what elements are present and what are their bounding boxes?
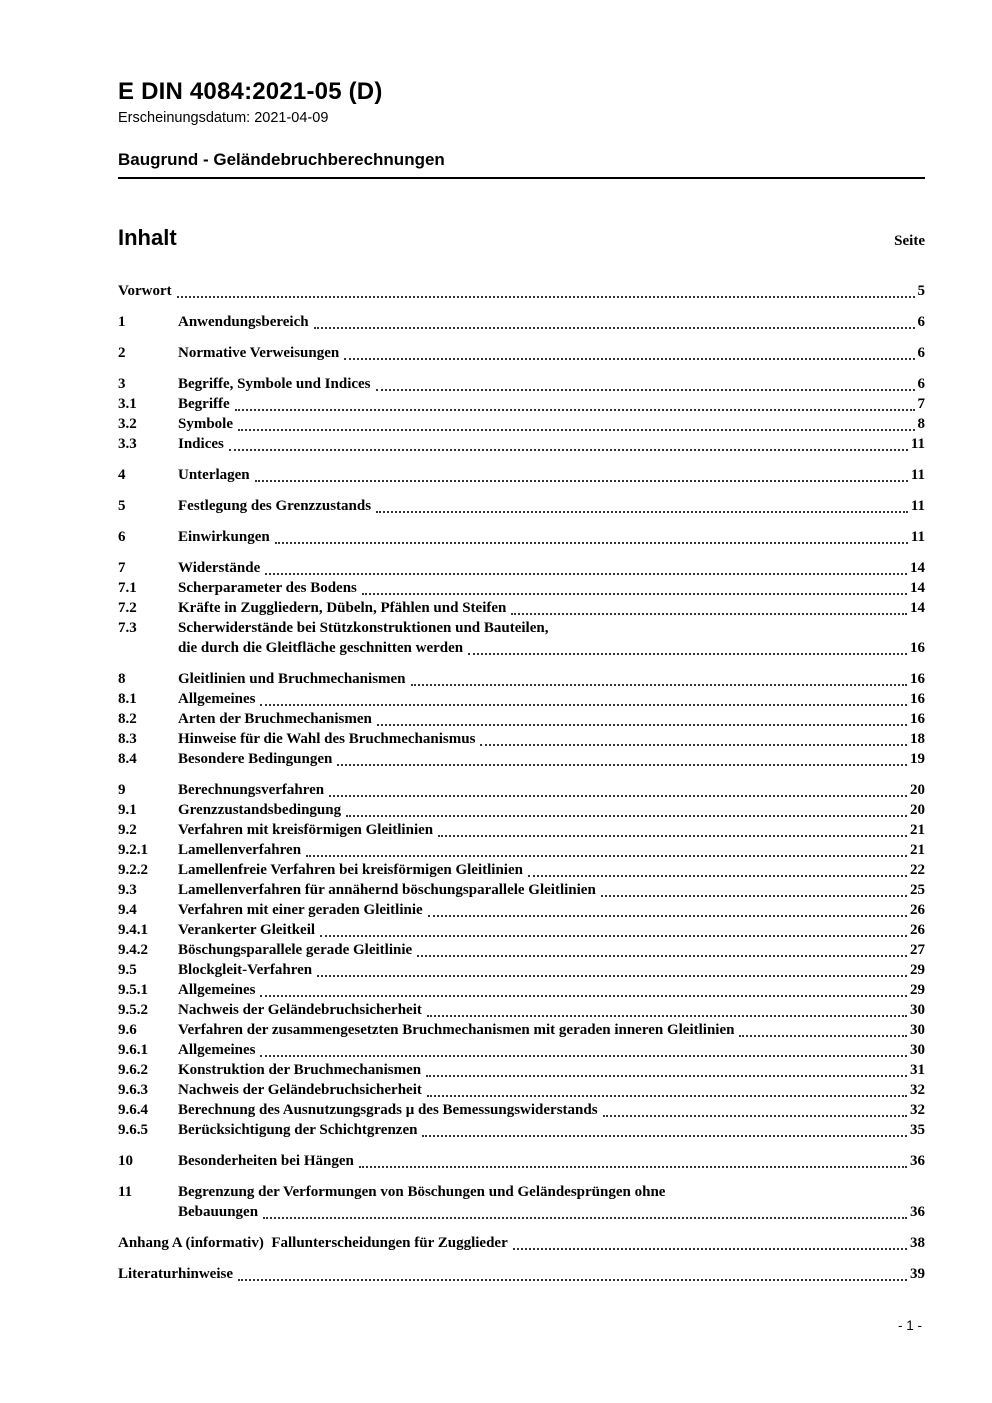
toc-row[interactable] bbox=[118, 980, 925, 1000]
toc-entry-number: 9.5 bbox=[118, 962, 137, 978]
dotted-leader bbox=[177, 296, 915, 298]
toc-entry-title: Lamellenfreie Verfahren bei kreisförmigen Gleitlinien bbox=[178, 862, 523, 878]
dotted-leader bbox=[337, 764, 907, 766]
toc-page-number: 38 bbox=[910, 1235, 925, 1251]
toc-entry-number: 9.4 bbox=[118, 902, 137, 918]
toc-entry-number: 4 bbox=[118, 467, 126, 483]
toc-page-number: 14 bbox=[910, 600, 925, 616]
toc-entry-number: 9.6.3 bbox=[118, 1082, 148, 1098]
toc-row[interactable] bbox=[118, 598, 925, 618]
toc-page-number: 11 bbox=[910, 467, 925, 483]
toc-entry-number: 9.3 bbox=[118, 882, 137, 898]
toc-page-number: 21 bbox=[910, 842, 925, 858]
toc-row[interactable] bbox=[118, 394, 925, 414]
toc-entry-title: Blockgleit-Verfahren bbox=[178, 962, 313, 978]
toc-entry-number: 9.1 bbox=[118, 802, 137, 818]
toc-entry-title: Scherwiderstände bei Stützkonstruktionen und Bauteilen, bbox=[178, 620, 549, 636]
toc-row[interactable] bbox=[118, 374, 925, 394]
toc-row[interactable] bbox=[118, 709, 925, 729]
toc-entry-title: Lamellenverfahren für annähernd böschungsparallele Gleitlinien bbox=[178, 882, 596, 898]
dotted-leader bbox=[376, 389, 915, 391]
toc-row[interactable] bbox=[118, 940, 925, 960]
toc-page-number: 29 bbox=[910, 962, 925, 978]
toc-page-number: 31 bbox=[910, 1062, 925, 1078]
toc-entry-title: Grenzzustandsbedingung bbox=[178, 802, 342, 818]
toc-row[interactable] bbox=[118, 920, 925, 940]
toc-entry-title: Nachweis der Geländebruchsicherheit bbox=[178, 1002, 422, 1018]
toc-page-number: 16 bbox=[910, 640, 925, 656]
toc-page-number: 27 bbox=[910, 942, 925, 958]
dotted-leader bbox=[428, 915, 907, 917]
toc-entry-title: Unterlagen bbox=[178, 467, 250, 483]
toc-row-continuation[interactable] bbox=[118, 1202, 925, 1222]
toc-row[interactable] bbox=[118, 1060, 925, 1080]
toc-row[interactable] bbox=[118, 578, 925, 598]
toc-row[interactable] bbox=[118, 900, 925, 920]
toc-entry-title: Anhang A (informativ) Fallunterscheidungen für Zugglieder bbox=[118, 1235, 508, 1251]
toc-entry-title: Symbole bbox=[178, 416, 234, 432]
toc-row[interactable] bbox=[118, 1264, 925, 1284]
toc-entry-number: 7.2 bbox=[118, 600, 137, 616]
dotted-leader bbox=[306, 855, 907, 857]
publication-date: Erscheinungsdatum: 2021-04-09 bbox=[118, 110, 329, 126]
toc-page-number: 7 bbox=[917, 396, 925, 412]
toc-entry-number: 7.3 bbox=[118, 620, 137, 636]
toc-entry-title: Anwendungsbereich bbox=[178, 314, 309, 330]
toc-entry-title: Scherparameter des Bodens bbox=[178, 580, 357, 596]
toc-row[interactable] bbox=[118, 527, 925, 547]
toc-page-number: 32 bbox=[910, 1102, 925, 1118]
toc-page-number: 19 bbox=[910, 751, 925, 767]
toc-entry-title: Berechnung des Ausnutzungsgrads μ des Bemessungswiderstands bbox=[178, 1102, 598, 1118]
dotted-leader bbox=[739, 1035, 907, 1037]
toc-entry-title: Begriffe bbox=[178, 396, 230, 412]
toc-row[interactable] bbox=[118, 496, 925, 516]
dotted-leader bbox=[320, 935, 907, 937]
toc-entry-number: 9.5.2 bbox=[118, 1002, 148, 1018]
dotted-leader bbox=[275, 542, 908, 544]
toc-entry-number: 8.1 bbox=[118, 691, 137, 707]
toc-entry-title: Kräfte in Zuggliedern, Dübeln, Pfählen und Steifen bbox=[178, 600, 507, 616]
toc-entry-title: Widerstände bbox=[178, 560, 261, 576]
toc-row[interactable] bbox=[118, 669, 925, 689]
toc-page-number: 20 bbox=[910, 802, 925, 818]
dotted-leader bbox=[417, 955, 907, 957]
toc-entry-title: Besondere Bedingungen bbox=[178, 751, 333, 767]
toc-page-number: 11 bbox=[910, 436, 925, 452]
toc-entry-number: 8 bbox=[118, 671, 126, 687]
toc-entry-title: Allgemeines bbox=[178, 691, 256, 707]
toc-row[interactable] bbox=[118, 343, 925, 363]
toc-row[interactable] bbox=[118, 729, 925, 749]
toc-page-number: 29 bbox=[910, 982, 925, 998]
toc-entry-title: die durch die Gleitfläche geschnitten werden bbox=[178, 640, 464, 656]
dotted-leader bbox=[603, 1115, 907, 1117]
toc-entry-title: Indices bbox=[178, 436, 224, 452]
toc-entry-title: Gleitlinien und Bruchmechanismen bbox=[178, 671, 406, 687]
toc-page-number: 6 bbox=[917, 314, 925, 330]
dotted-leader bbox=[260, 995, 907, 997]
toc-entry-title: Verfahren der zusammengesetzten Bruchmechanismen mit geraden inneren Gleitlinien bbox=[178, 1022, 735, 1038]
toc-page-number: 30 bbox=[910, 1022, 925, 1038]
toc-header bbox=[118, 225, 925, 251]
dotted-leader bbox=[376, 511, 908, 513]
toc-page-number: 11 bbox=[910, 529, 925, 545]
toc-entry-number: 9.6.4 bbox=[118, 1102, 148, 1118]
toc-entry-number: 9.2.1 bbox=[118, 842, 148, 858]
toc-entry-title: Berücksichtigung der Schichtgrenzen bbox=[178, 1122, 418, 1138]
toc-entry-title: Lamellenverfahren bbox=[178, 842, 302, 858]
toc-page-number: 16 bbox=[910, 691, 925, 707]
dotted-leader bbox=[238, 1279, 907, 1281]
dotted-leader bbox=[265, 573, 907, 575]
dotted-leader bbox=[427, 1015, 907, 1017]
toc-row-continuation[interactable] bbox=[118, 638, 925, 658]
toc-row[interactable] bbox=[118, 434, 925, 454]
toc-row[interactable] bbox=[118, 1151, 925, 1171]
dotted-leader bbox=[377, 724, 907, 726]
toc-row[interactable] bbox=[118, 465, 925, 485]
toc-entry-title: Verankerter Gleitkeil bbox=[178, 922, 316, 938]
toc-entry-number: 3.2 bbox=[118, 416, 137, 432]
dotted-leader bbox=[260, 1055, 907, 1057]
toc-entry-title: Allgemeines bbox=[178, 982, 256, 998]
toc-entry-number: 10 bbox=[118, 1153, 133, 1169]
toc-page-number: 39 bbox=[910, 1266, 925, 1282]
toc-entry-number: 9.6.1 bbox=[118, 1042, 148, 1058]
dotted-leader bbox=[314, 327, 915, 329]
toc-entry-number: 7 bbox=[118, 560, 126, 576]
toc-entry-number: 3.1 bbox=[118, 396, 137, 412]
toc-entry-number: 9.2 bbox=[118, 822, 137, 838]
dotted-leader bbox=[359, 1166, 907, 1168]
toc-row[interactable] bbox=[118, 1000, 925, 1020]
toc-page-number: 25 bbox=[910, 882, 925, 898]
toc-row[interactable] bbox=[118, 840, 925, 860]
toc-row[interactable] bbox=[118, 618, 925, 638]
toc-entry-title: Festlegung des Grenzzustands bbox=[178, 498, 372, 514]
toc-row[interactable] bbox=[118, 558, 925, 578]
toc-entry-number: 9 bbox=[118, 782, 126, 798]
toc-entry-number: 9.2.2 bbox=[118, 862, 148, 878]
toc-entry-number: 9.6.5 bbox=[118, 1122, 148, 1138]
toc-row[interactable] bbox=[118, 860, 925, 880]
toc-row[interactable] bbox=[118, 820, 925, 840]
dotted-leader bbox=[346, 815, 907, 817]
toc-row[interactable] bbox=[118, 281, 925, 301]
toc-entry-title: Hinweise für die Wahl des Bruchmechanismus bbox=[178, 731, 476, 747]
toc-row[interactable] bbox=[118, 689, 925, 709]
footer-page-number: - 1 - bbox=[897, 1318, 922, 1333]
toc-entry-number: 3.3 bbox=[118, 436, 137, 452]
toc-entry-title: Verfahren mit einer geraden Gleitlinie bbox=[178, 902, 423, 918]
dotted-leader bbox=[528, 875, 907, 877]
toc-entry-title: Normative Verweisungen bbox=[178, 345, 340, 361]
dotted-leader bbox=[362, 593, 907, 595]
toc-page-number: 6 bbox=[917, 376, 925, 392]
dotted-leader bbox=[422, 1135, 907, 1137]
toc-row[interactable] bbox=[118, 1120, 925, 1140]
dotted-leader bbox=[427, 1095, 907, 1097]
dotted-leader bbox=[480, 744, 907, 746]
toc-entry-title: Verfahren mit kreisförmigen Gleitlinien bbox=[178, 822, 434, 838]
toc-entry-title: Vorwort bbox=[118, 283, 172, 299]
toc-page-number: 18 bbox=[910, 731, 925, 747]
dotted-leader bbox=[317, 975, 907, 977]
toc-page-number: 6 bbox=[917, 345, 925, 361]
toc-row[interactable] bbox=[118, 414, 925, 434]
toc-row[interactable] bbox=[118, 1080, 925, 1100]
document-title: E DIN 4084:2021-05 (D) bbox=[118, 78, 383, 105]
toc-entry-title: Allgemeines bbox=[178, 1042, 256, 1058]
toc-row[interactable] bbox=[118, 749, 925, 769]
dotted-leader bbox=[438, 835, 907, 837]
toc-page-number: 16 bbox=[910, 671, 925, 687]
dotted-leader bbox=[468, 653, 907, 655]
toc-page-number: 14 bbox=[910, 580, 925, 596]
toc-page-number: 36 bbox=[910, 1204, 925, 1220]
toc-page-number: 30 bbox=[910, 1042, 925, 1058]
toc-page-number: 8 bbox=[917, 416, 925, 432]
toc-page-number: 36 bbox=[910, 1153, 925, 1169]
document-subtitle: Baugrund - Geländebruchberechnungen bbox=[118, 149, 925, 179]
toc-page-number: 5 bbox=[917, 283, 925, 299]
toc-page-number: 22 bbox=[910, 862, 925, 878]
dotted-leader bbox=[511, 613, 907, 615]
toc-row[interactable] bbox=[118, 880, 925, 900]
toc-entry-number: 9.6.2 bbox=[118, 1062, 148, 1078]
toc-entry-number: 9.6 bbox=[118, 1022, 137, 1038]
toc-entry-number: 1 bbox=[118, 314, 126, 330]
toc-entry-number: 3 bbox=[118, 376, 126, 392]
toc-row[interactable] bbox=[118, 1020, 925, 1040]
dotted-leader bbox=[411, 684, 907, 686]
dotted-leader bbox=[426, 1075, 907, 1077]
toc-entry-number: 9.4.1 bbox=[118, 922, 148, 938]
toc-entry-title: Besonderheiten bei Hängen bbox=[178, 1153, 354, 1169]
toc-entry-number: 5 bbox=[118, 498, 126, 514]
toc-entry-title: Einwirkungen bbox=[178, 529, 270, 545]
toc-entry-number: 8.2 bbox=[118, 711, 137, 727]
dotted-leader bbox=[229, 449, 908, 451]
dotted-leader bbox=[238, 429, 914, 431]
dotted-leader bbox=[513, 1248, 907, 1250]
toc-entry-title: Konstruktion der Bruchmechanismen bbox=[178, 1062, 422, 1078]
toc-entry-number: 8.4 bbox=[118, 751, 137, 767]
toc-row[interactable] bbox=[118, 1233, 925, 1253]
toc-page-number: 16 bbox=[910, 711, 925, 727]
toc-entry-number: 9.4.2 bbox=[118, 942, 148, 958]
toc-entry-number: 9.5.1 bbox=[118, 982, 148, 998]
toc-entry-number: 8.3 bbox=[118, 731, 137, 747]
toc-entry-number: 7.1 bbox=[118, 580, 137, 596]
toc-entry-title: Literaturhinweise bbox=[118, 1266, 233, 1282]
toc-page-number: 35 bbox=[910, 1122, 925, 1138]
toc-entry-title: Nachweis der Geländebruchsicherheit bbox=[178, 1082, 422, 1098]
dotted-leader bbox=[263, 1217, 907, 1219]
toc-page-number: 26 bbox=[910, 922, 925, 938]
toc-entry-title: Begrenzung der Verformungen von Böschungen und Geländesprüngen ohne bbox=[178, 1184, 666, 1200]
toc-row[interactable] bbox=[118, 1040, 925, 1060]
toc-row[interactable] bbox=[118, 780, 925, 800]
toc-list bbox=[118, 281, 925, 1284]
toc-page-number: 20 bbox=[910, 782, 925, 798]
dotted-leader bbox=[235, 409, 915, 411]
dotted-leader bbox=[260, 704, 907, 706]
toc-heading: Inhalt bbox=[118, 225, 177, 250]
dotted-leader bbox=[255, 480, 908, 482]
toc-row[interactable] bbox=[118, 312, 925, 332]
toc-row[interactable] bbox=[118, 1100, 925, 1120]
toc-entry-number: 2 bbox=[118, 345, 126, 361]
toc-entry-title: Böschungsparallele gerade Gleitlinie bbox=[178, 942, 413, 958]
toc-page-number: 14 bbox=[910, 560, 925, 576]
toc-page-number: 11 bbox=[910, 498, 925, 514]
dotted-leader bbox=[329, 795, 907, 797]
toc-page-number: 30 bbox=[910, 1002, 925, 1018]
toc-entry-number: 6 bbox=[118, 529, 126, 545]
toc-page-number: 32 bbox=[910, 1082, 925, 1098]
toc-entry-title: Bebauungen bbox=[178, 1204, 259, 1220]
toc-page-number: 26 bbox=[910, 902, 925, 918]
dotted-leader bbox=[344, 358, 914, 360]
toc-row[interactable] bbox=[118, 800, 925, 820]
toc-row[interactable] bbox=[118, 960, 925, 980]
toc-entry-title: Berechnungsverfahren bbox=[178, 782, 325, 798]
page-column-label: Seite bbox=[894, 233, 925, 249]
dotted-leader bbox=[601, 895, 907, 897]
toc-entry-title: Begriffe, Symbole und Indices bbox=[178, 376, 371, 392]
toc-row[interactable] bbox=[118, 1182, 925, 1202]
toc-page-number: 21 bbox=[910, 822, 925, 838]
toc-entry-number: 11 bbox=[118, 1184, 133, 1200]
toc-entry-title: Arten der Bruchmechanismen bbox=[178, 711, 372, 727]
